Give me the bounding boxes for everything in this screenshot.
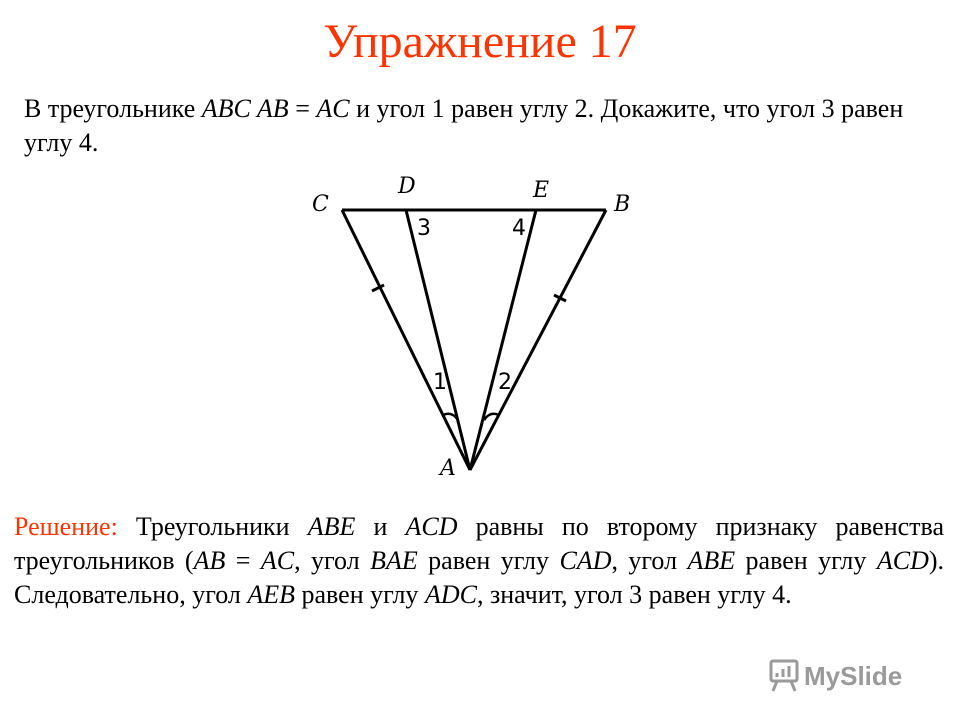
solution-text-part: равен углу	[735, 546, 877, 575]
solution-text-part: равен углу	[417, 546, 560, 575]
presentation-board-icon	[771, 661, 797, 691]
angle-label-2: 2	[498, 370, 512, 395]
solution-text-part: равен углу	[295, 580, 425, 609]
solution-text-part: , угол	[294, 546, 371, 575]
point-label-e: E	[533, 178, 550, 203]
solution-text	[14, 510, 944, 612]
angle-label-1: 1	[433, 370, 447, 395]
solution-text-part: и	[355, 512, 406, 541]
solution-text-part: =	[225, 546, 261, 575]
solution-term: ABE	[687, 546, 736, 575]
segment-ac	[342, 210, 470, 470]
segment-ae	[470, 210, 536, 470]
problem-statement	[24, 92, 944, 160]
solution-term: AEB	[247, 580, 295, 609]
angle-label-4: 4	[512, 216, 526, 241]
problem-text: =	[288, 94, 317, 123]
point-label-d: D	[398, 174, 416, 199]
point-label-c: C	[312, 192, 329, 217]
solution-text-part: равны по второму признаку равенства треугольников (	[14, 512, 945, 575]
logo-text: MySlide	[804, 661, 903, 691]
solution-text-part: , значит, угол 3 равен углу 4.	[476, 580, 792, 609]
segment-ad	[406, 210, 470, 470]
solution-lead: Решение:	[14, 512, 136, 541]
angle-label-3: 3	[417, 216, 431, 241]
point-label-b: B	[614, 192, 631, 217]
solution-term: CAD	[559, 546, 612, 575]
segment-ab	[470, 210, 606, 470]
problem-term: AC	[316, 94, 350, 123]
triangle-figure	[290, 165, 680, 490]
slide-title: Упражнение 17	[323, 15, 637, 68]
problem-text: и угол 1 равен углу 2. Докажите, что угол 3 равен углу 4.	[24, 94, 904, 157]
solution-term: ABE	[307, 512, 356, 541]
solution-term: ACD	[876, 546, 929, 575]
point-label-a: A	[440, 456, 456, 481]
solution-term: AC	[260, 546, 295, 575]
myslide-logo	[768, 655, 928, 695]
solution-term: ACD	[405, 512, 458, 541]
solution-term: BAE	[370, 546, 418, 575]
solution-term: ADC	[424, 580, 477, 609]
solution-term: AB	[193, 546, 226, 575]
solution-text-part: Треугольники	[135, 512, 308, 541]
problem-text: В треугольнике	[24, 94, 202, 123]
solution-text-part: , угол	[611, 546, 688, 575]
problem-term: ABC AB	[201, 94, 289, 123]
solution-text-part: ). Следовательно, угол	[14, 546, 945, 609]
